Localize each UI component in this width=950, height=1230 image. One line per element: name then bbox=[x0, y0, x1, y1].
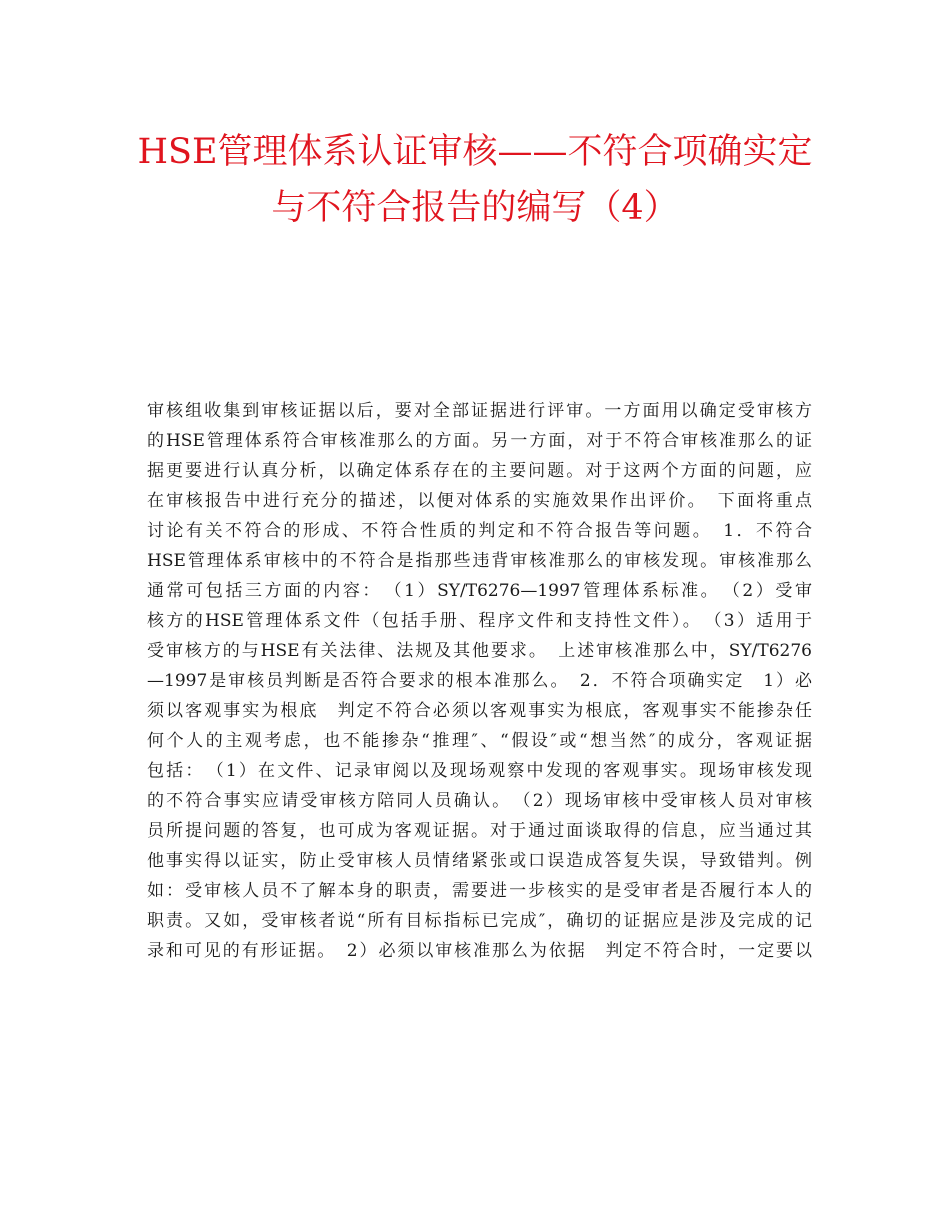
body-line: 审核组收集到审核证据以后，要对全部证据进行评审。一方面用以确定受审核方 bbox=[147, 401, 812, 421]
body-line: 录和可见的有形证据。 2）必须以审核准那么为依据 判定不符合时，一定要以 bbox=[147, 941, 812, 961]
body-line: 职责。又如，受审核者说“所有目标指标已完成″，确切的证据应是涉及完成的记 bbox=[147, 911, 812, 931]
document-body bbox=[147, 396, 812, 966]
body-line: 他事实得以证实，防止受审核人员情绪紧张或口误造成答复失误，导致错判。例 bbox=[147, 851, 812, 871]
document-title bbox=[120, 124, 830, 236]
body-line: 的不符合事实应请受审核方陪同人员确认。 （2）现场审核中受审核人员对审核 bbox=[147, 791, 812, 811]
title-line-2: 与不符合报告的编写（4） bbox=[271, 188, 679, 228]
body-line: 何个人的主观考虑，也不能掺杂“推理″、“假设″或“想当然″的成分，客观证据 bbox=[147, 731, 812, 751]
body-line: 的HSE管理体系符合审核准那么的方面。另一方面，对于不符合审核准那么的证 bbox=[147, 431, 812, 451]
body-line: 员所提问题的答复，也可成为客观证据。对于通过面谈取得的信息，应当通过其 bbox=[147, 821, 812, 841]
body-line: 如：受审核人员不了解本身的职责，需要进一步核实的是受审者是否履行本人的 bbox=[147, 881, 812, 901]
body-line: 通常可包括三方面的内容： （1）SY/T6276—1997管理体系标准。 （2）受审 bbox=[147, 581, 812, 601]
body-line: 受审核方的与HSE有关法律、法规及其他要求。 上述审核准那么中，SY/T6276 bbox=[147, 641, 812, 661]
body-line: 核方的HSE管理体系文件（包括手册、程序文件和支持性文件）。 （3）适用于 bbox=[147, 611, 812, 631]
body-line: 讨论有关不符合的形成、不符合性质的判定和不符合报告等问题。 1．不符合 bbox=[147, 521, 812, 541]
body-line: 包括： （1）在文件、记录审阅以及现场观察中发现的客观事实。现场审核发现 bbox=[147, 761, 812, 781]
body-line: HSE管理体系审核中的不符合是指那些违背审核准那么的审核发现。审核准那么 bbox=[147, 551, 812, 571]
body-line: —1997是审核员判断是否符合要求的根本准那么。 2．不符合项确实定 1）必 bbox=[147, 671, 812, 691]
title-line-1: HSE管理体系认证审核——不符合项确实定 bbox=[137, 132, 813, 172]
body-line: 在审核报告中进行充分的描述，以便对体系的实施效果作出评价。 下面将重点 bbox=[147, 491, 812, 511]
body-line: 须以客观事实为根底 判定不符合必须以客观事实为根底，客观事实不能掺杂任 bbox=[147, 701, 812, 721]
body-line: 据更要进行认真分析，以确定体系存在的主要问题。对于这两个方面的问题，应 bbox=[147, 461, 812, 481]
